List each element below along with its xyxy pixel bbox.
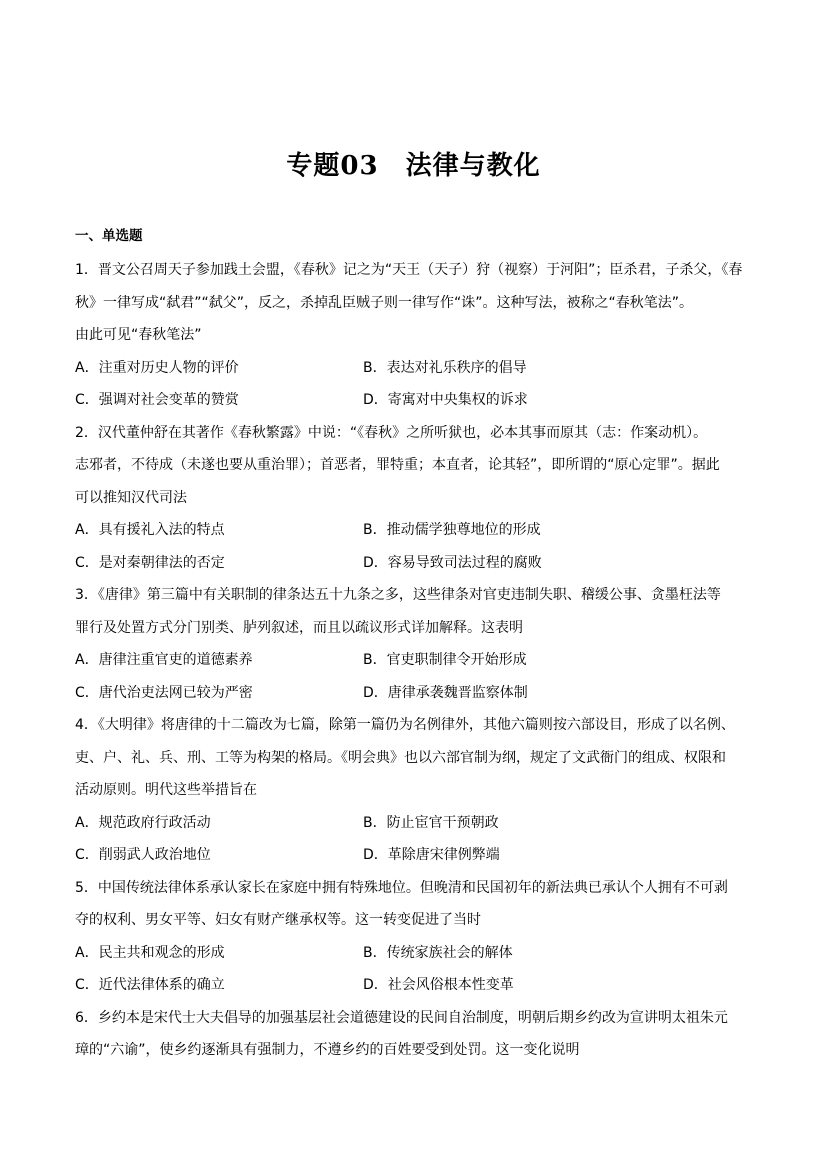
question-stem-line: 4．《大明律》将唐律的十二篇改为七篇，除第一篇仍为名例律外，其他六篇则按六部设目，形成了以名例、: [75, 717, 735, 733]
answer-option[interactable]: B．推动儒学独尊地位的形成: [363, 522, 541, 538]
answer-option[interactable]: C．近代法律体系的确立: [75, 977, 225, 993]
question-6: [75, 1002, 755, 1067]
question-stem-line: 5．中国传统法律体系承认家长在家庭中拥有特殊地位。但晚清和民国初年的新法典已承认个人拥有不可剥: [75, 879, 728, 896]
question-stem-line: 罪行及处置方式分门别类、胪列叙述，而且以疏议形式详加解释。这表明: [75, 619, 523, 636]
options-row: [75, 514, 755, 547]
question-stem-line: 3．《唐律》第三篇中有关职制的律条达五十九条之多，这些律条对官吏违制失职、稽缓公事、贪墨枉法等: [75, 587, 721, 603]
question-stem-line: 吏、户、礼、兵、刑、工等为构架的格局。《明会典》也以六部官制为纲，规定了文武衙门的组成、权限和: [75, 749, 726, 766]
answer-option[interactable]: C．强调对社会变革的赞赏: [75, 392, 239, 408]
answer-option[interactable]: D．社会风俗根本性变革: [363, 977, 514, 993]
answer-option[interactable]: D．唐律承袭魏晋监察体制: [363, 684, 528, 701]
answer-option[interactable]: D．寄寓对中央集权的诉求: [363, 392, 528, 408]
question-stem-line: 夺的权利、男女平等、妇女有财产继承权等。这一转变促进了当时: [75, 912, 481, 928]
answer-option[interactable]: D．革除唐宋律例弊端: [363, 847, 500, 863]
question-1: [75, 254, 755, 417]
answer-option[interactable]: A．具有援礼入法的特点: [75, 522, 225, 538]
answer-option[interactable]: A．唐律注重官吏的道德素养: [75, 652, 253, 668]
answer-option[interactable]: B．表达对礼乐秩序的倡导: [363, 359, 527, 376]
options-row: [75, 677, 755, 710]
answer-option[interactable]: B．传统家族社会的解体: [363, 944, 513, 961]
options-row: [75, 547, 755, 580]
options-row: [75, 644, 755, 677]
answer-option[interactable]: A．规范政府行政活动: [75, 814, 211, 831]
question-stem-line: 由此可见“春秋笔法”: [75, 327, 202, 343]
question-stem-line: 1．晋文公召周天子参加践土会盟，《春秋》记之为“天王（天子）狩（视察）于河阳”；臣杀君，子杀父，《春: [75, 262, 743, 278]
answer-option[interactable]: C．削弱武人政治地位: [75, 847, 211, 863]
page-title: 专题03 法律与教化: [286, 151, 541, 181]
answer-option[interactable]: A．注重对历史人物的评价: [75, 359, 239, 376]
section-heading: 一、单选题: [75, 228, 143, 244]
question-list: [75, 254, 755, 1067]
options-row: [75, 352, 755, 385]
question-stem-line: 璋的“六谕”，使乡约逐渐具有强制力，不遵乡约的百姓要受到处罚。这一变化说明: [75, 1042, 580, 1058]
question-stem-line: 2．汉代董仲舒在其著作《春秋繁露》中说：“《春秋》之所听狱也，必本其事而原其（志：作案动机）。: [75, 424, 708, 441]
options-row: [75, 384, 755, 417]
question-stem-line: 志邪者，不待成（未遂也要从重治罪）；首恶者，罪特重；本直者，论其轻”，即所谓的“原心定罪”。据此: [75, 457, 720, 473]
answer-option[interactable]: C．是对秦朝律法的否定: [75, 554, 225, 571]
question-stem-line: 可以推知汉代司法: [75, 489, 187, 506]
question-2: [75, 417, 755, 580]
question-stem-line: 秋》一律写成“弑君”“弑父”，反之，杀掉乱臣贼子则一律写作“诛”。这种写法，被称之“春秋笔法”。: [75, 294, 694, 311]
question-stem-line: 活动原则。明代这些举措旨在: [75, 782, 257, 798]
question-3: [75, 579, 755, 709]
options-row: [75, 839, 755, 872]
answer-option[interactable]: C．唐代治吏法网已较为严密: [75, 684, 253, 701]
answer-option[interactable]: A．民主共和观念的形成: [75, 944, 225, 961]
question-stem-line: 6．乡约本是宋代士大夫倡导的加强基层社会道德建设的民间自治制度，明朝后期乡约改为宣讲明太祖朱元: [75, 1009, 728, 1026]
question-4: [75, 709, 755, 872]
answer-option[interactable]: B．防止宦官干预朝政: [363, 814, 499, 831]
options-row: [75, 969, 755, 1002]
answer-option[interactable]: D．容易导致司法过程的腐败: [363, 554, 542, 571]
options-row: [75, 937, 755, 970]
question-5: [75, 872, 755, 1002]
answer-option[interactable]: B．官吏职制律令开始形成: [363, 652, 527, 668]
options-row: [75, 807, 755, 840]
